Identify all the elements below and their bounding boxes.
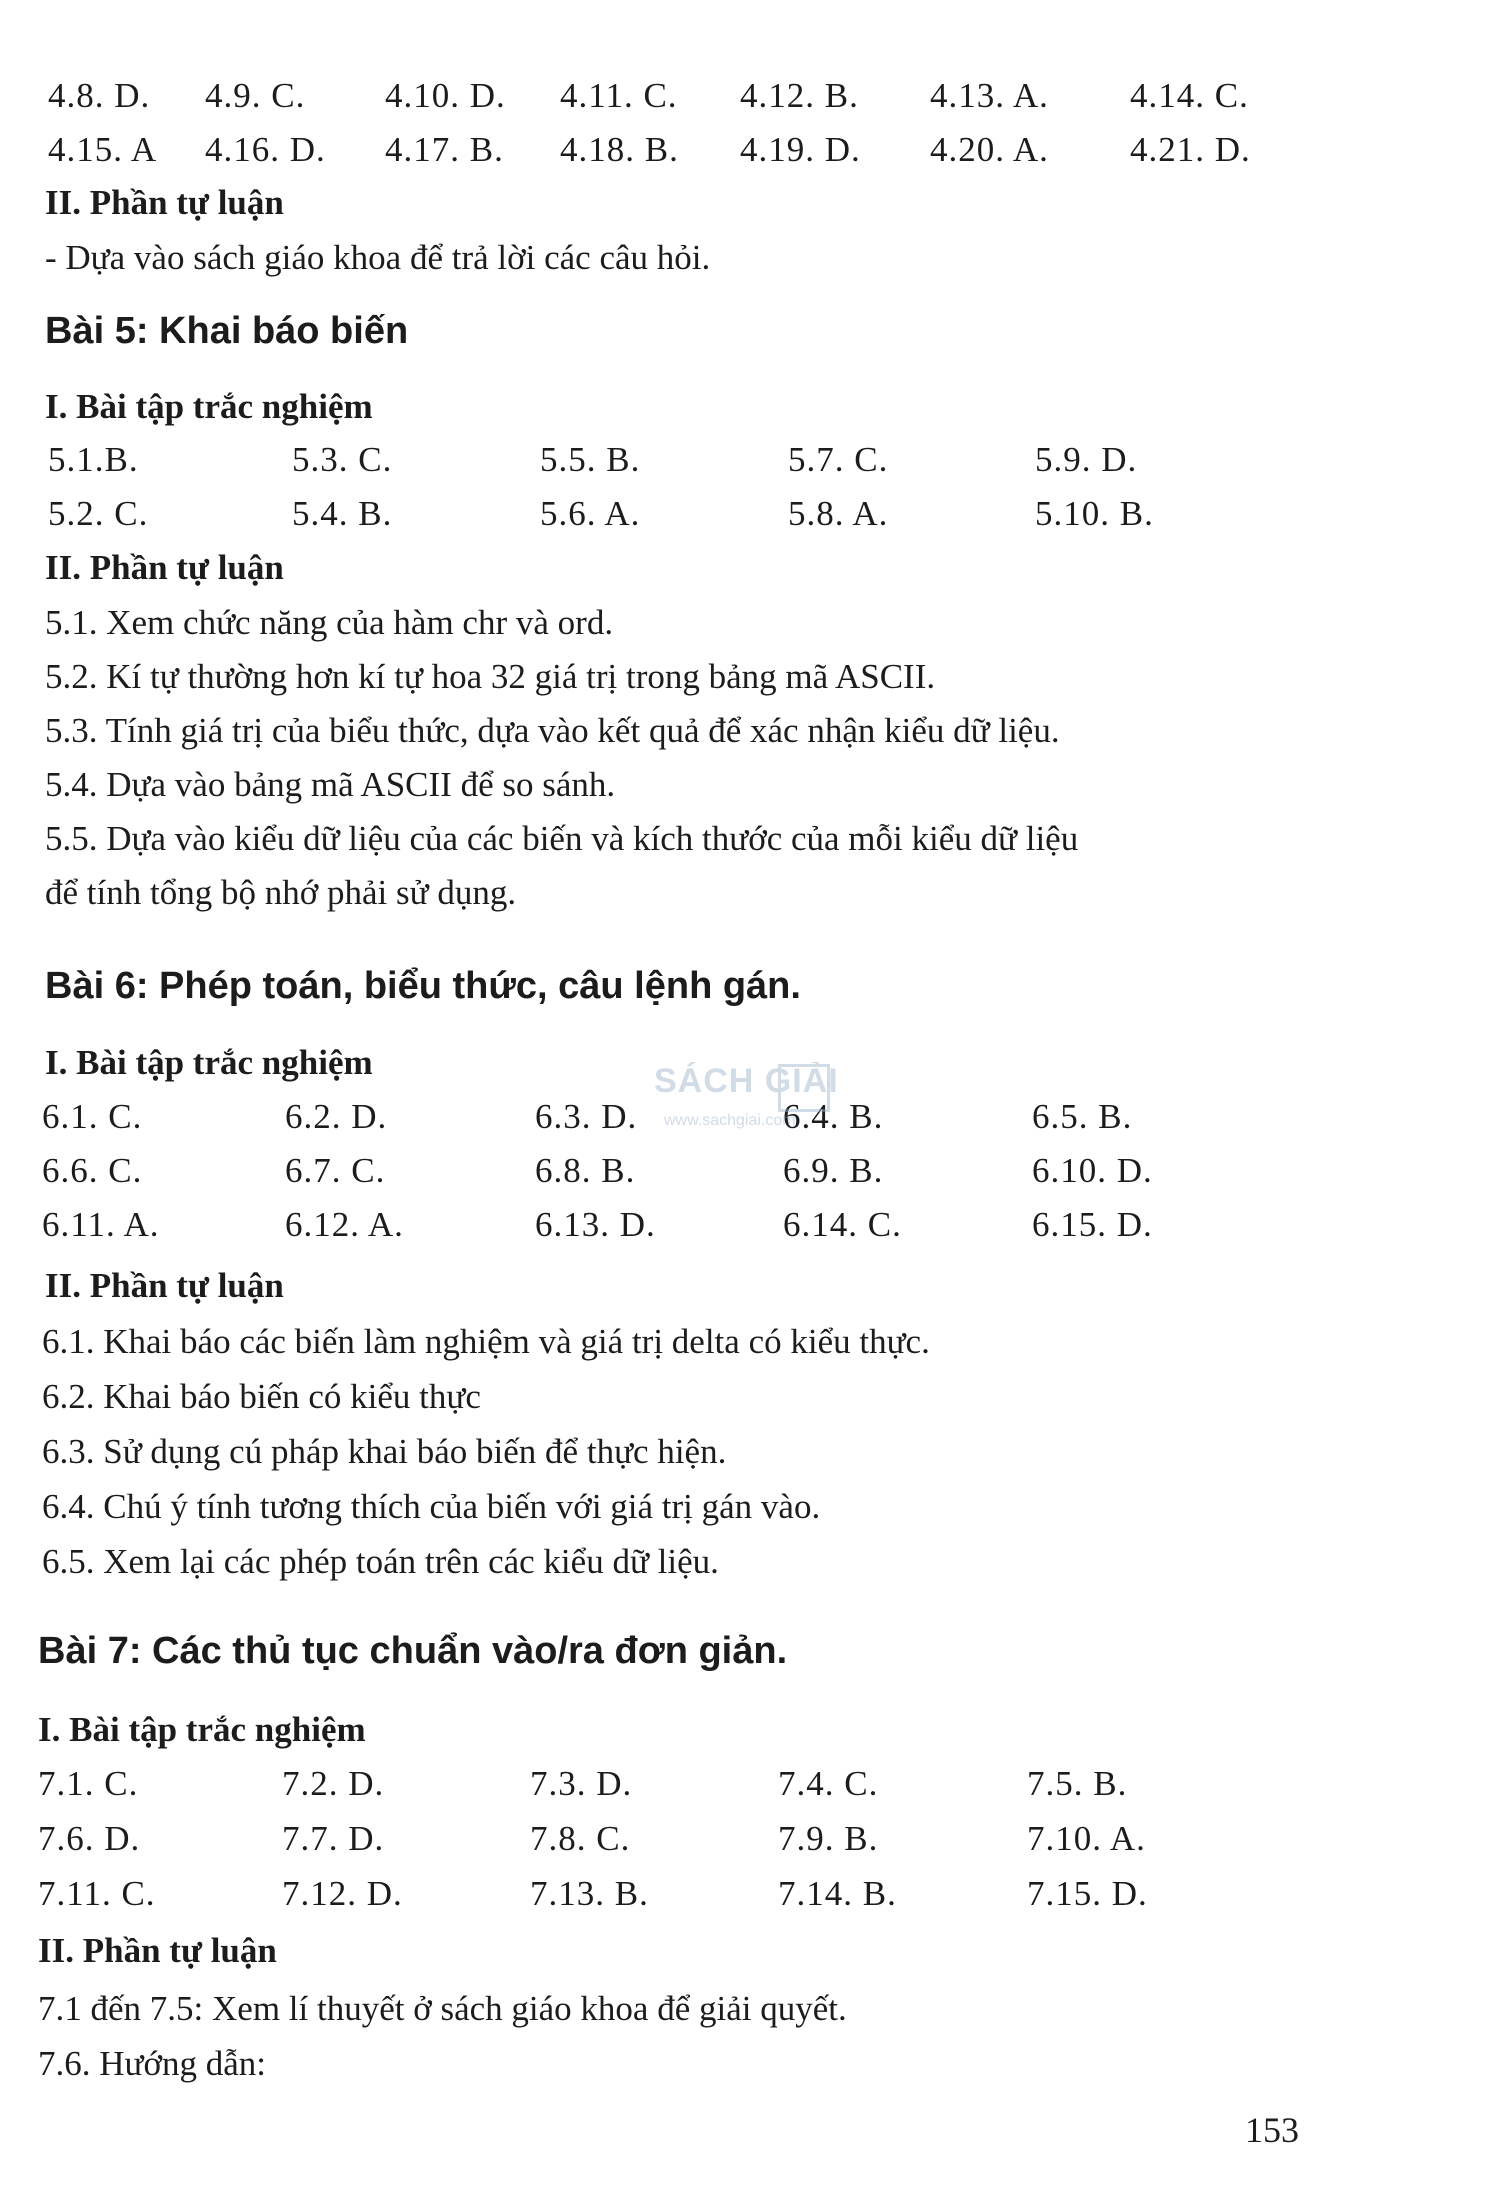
answer-cell: 6.10. D. (1032, 1151, 1153, 1190)
answer-cell: 5.1.B. (48, 440, 139, 479)
answer-row (0, 1201, 1485, 1249)
answer-cell: 4.18. B. (560, 130, 679, 169)
answer-cell: 7.14. B. (778, 1874, 897, 1913)
answer-cell: 4.17. B. (385, 130, 504, 169)
essay-line: 5.1. Xem chức năng của hàm chr và ord. (45, 603, 614, 642)
answer-cell: 7.5. B. (1027, 1764, 1128, 1803)
essay-line: để tính tổng bộ nhớ phải sử dụng. (45, 873, 517, 912)
answer-cell: 6.11. A. (42, 1205, 160, 1244)
answer-cell: 6.9. B. (783, 1151, 884, 1190)
answer-cell: 5.4. B. (292, 494, 393, 533)
essay-line: 6.2. Khai báo biến có kiểu thực (42, 1377, 481, 1416)
essay-line: 7.1 đến 7.5: Xem lí thuyết ở sách giáo khoa để giải quyết. (38, 1989, 847, 2028)
essay-line: 6.5. Xem lại các phép toán trên các kiểu dữ liệu. (42, 1542, 719, 1581)
answer-cell: 6.8. B. (535, 1151, 636, 1190)
mc-heading: I. Bài tập trắc nghiệm (45, 387, 373, 426)
answer-cell: 5.3. C. (292, 440, 393, 479)
essay-heading: II. Phần tự luận (45, 183, 284, 222)
essay-line: 5.2. Kí tự thường hơn kí tự hoa 32 giá trị trong bảng mã ASCII. (45, 657, 936, 696)
page-number: 153 (1245, 2110, 1299, 2150)
essay-line: 5.5. Dựa vào kiểu dữ liệu của các biến và kích thước của mỗi kiểu dữ liệu (45, 819, 1079, 858)
answer-cell: 7.8. C. (530, 1819, 631, 1858)
answer-cell: 5.8. A. (788, 494, 889, 533)
essay-line: - Dựa vào sách giáo khoa để trả lời các câu hỏi. (45, 238, 711, 277)
section-title: Bài 5: Khai báo biến (45, 310, 409, 352)
answer-cell: 7.1. C. (38, 1764, 139, 1803)
essay-heading: II. Phần tự luận (45, 1266, 284, 1305)
answer-cell: 7.15. D. (1027, 1874, 1148, 1913)
answer-cell: 7.13. B. (530, 1874, 649, 1913)
answer-cell: 6.4. B. (783, 1097, 884, 1136)
answer-row (0, 490, 1485, 538)
essay-line: 7.6. Hướng dẫn: (38, 2044, 267, 2083)
answer-cell: 6.6. C. (42, 1151, 143, 1190)
answer-cell: 5.2. C. (48, 494, 149, 533)
answer-cell: 6.5. B. (1032, 1097, 1133, 1136)
answer-cell: 6.14. C. (783, 1205, 902, 1244)
answer-cell: 7.3. D. (530, 1764, 633, 1803)
answer-cell: 5.5. B. (540, 440, 641, 479)
answer-cell: 7.6. D. (38, 1819, 141, 1858)
answer-cell: 6.13. D. (535, 1205, 656, 1244)
essay-line: 6.1. Khai báo các biến làm nghiệm và giá trị delta có kiểu thực. (42, 1322, 930, 1361)
answer-row (0, 1147, 1485, 1195)
answer-cell: 7.12. D. (282, 1874, 403, 1913)
answer-cell: 4.20. A. (930, 130, 1049, 169)
mc-heading: I. Bài tập trắc nghiệm (38, 1710, 366, 1749)
answer-cell: 4.13. A. (930, 76, 1049, 115)
answer-cell: 4.19. D. (740, 130, 861, 169)
answer-cell: 6.7. C. (285, 1151, 386, 1190)
answer-cell: 7.7. D. (282, 1819, 385, 1858)
section-title: Bài 6: Phép toán, biểu thức, câu lệnh gán. (45, 965, 801, 1007)
answer-cell: 5.9. D. (1035, 440, 1138, 479)
watermark-url: www.sachgiai.com (664, 1112, 796, 1129)
essay-line: 5.4. Dựa vào bảng mã ASCII để so sánh. (45, 765, 616, 804)
answer-cell: 7.4. C. (778, 1764, 879, 1803)
answer-cell: 5.7. C. (788, 440, 889, 479)
answer-cell: 7.11. C. (38, 1874, 156, 1913)
answer-row (0, 126, 1485, 174)
answer-cell: 4.10. D. (385, 76, 506, 115)
essay-line: 6.3. Sử dụng cú pháp khai báo biến để thực hiện. (42, 1432, 727, 1471)
answer-row (0, 1870, 1485, 1918)
answer-cell: 7.10. A. (1027, 1819, 1146, 1858)
answer-cell: 6.2. D. (285, 1097, 388, 1136)
answer-cell: 4.16. D. (205, 130, 326, 169)
answer-row (0, 1760, 1485, 1808)
answer-cell: 5.10. B. (1035, 494, 1154, 533)
answer-cell: 6.15. D. (1032, 1205, 1153, 1244)
watermark-brand: SÁCH GIẢI (654, 1062, 839, 1100)
answer-cell: 4.15. A (48, 130, 158, 169)
mc-heading: I. Bài tập trắc nghiệm (45, 1043, 373, 1082)
answer-cell: 4.8. D. (48, 76, 151, 115)
section-title: Bài 7: Các thủ tục chuẩn vào/ra đơn giản. (38, 1630, 788, 1672)
answer-row (0, 436, 1485, 484)
essay-line: 6.4. Chú ý tính tương thích của biến với giá trị gán vào. (42, 1487, 821, 1526)
answer-cell: 4.9. C. (205, 76, 306, 115)
answer-cell: 4.14. C. (1130, 76, 1249, 115)
answer-cell: 4.11. C. (560, 76, 678, 115)
answer-cell: 7.9. B. (778, 1819, 879, 1858)
answer-row (0, 72, 1485, 120)
essay-heading: II. Phần tự luận (45, 548, 284, 587)
answer-cell: 6.1. C. (42, 1097, 143, 1136)
watermark-logo (640, 1062, 890, 1142)
essay-line: 5.3. Tính giá trị của biểu thức, dựa vào kết quả để xác nhận kiểu dữ liệu. (45, 711, 1060, 750)
answer-cell: 4.12. B. (740, 76, 859, 115)
answer-cell: 6.12. A. (285, 1205, 404, 1244)
essay-heading: II. Phần tự luận (38, 1931, 277, 1970)
answer-cell: 6.3. D. (535, 1097, 638, 1136)
answer-cell: 5.6. A. (540, 494, 641, 533)
answer-cell: 4.21. D. (1130, 130, 1251, 169)
answer-row (0, 1815, 1485, 1863)
answer-cell: 7.2. D. (282, 1764, 385, 1803)
